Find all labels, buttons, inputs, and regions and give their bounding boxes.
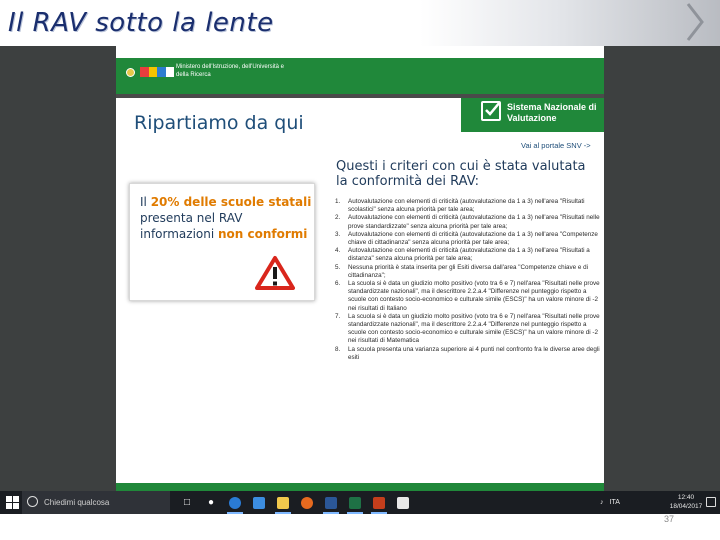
ministry-name: Ministero dell'Istruzione, dell'Università e della Ricerca [176,64,285,78]
ministry-logos [126,67,174,77]
republic-emblem-icon [126,68,135,77]
list-item [335,280,601,313]
warning-highlight: non conformi [218,227,308,241]
firefox-icon[interactable] [296,491,318,514]
list-item [335,231,601,247]
list-item-number: 2. [335,214,341,222]
warning-text [140,194,312,242]
warning-text-part: Il [140,195,151,209]
slide-page-number: 37 [664,514,675,524]
ministry-header-bar [116,58,604,94]
criteria-list [335,198,601,362]
list-item-number: 8. [335,345,341,353]
word-icon[interactable] [320,491,342,514]
list-item-text: Nessuna priorità è stata inserita per gli Esiti diversa dall'area "Competenze chiave e di cittadinanza"; [348,263,589,279]
list-item-number: 7. [335,312,341,320]
chevron-right-icon [684,2,706,42]
taskbar-clock[interactable] [666,493,706,511]
notification-center-icon[interactable] [706,497,716,507]
list-item-number: 1. [335,198,341,205]
list-item [335,313,601,346]
warning-highlight: 20% delle scuole statali [150,195,312,209]
list-item [335,198,601,214]
store-icon[interactable] [248,491,270,514]
cortana-circle-icon [27,496,38,507]
snv-logo[interactable] [461,98,604,132]
language-indicator[interactable]: ITA [609,499,620,506]
taskbar-apps [176,491,414,514]
web-page [116,46,604,491]
list-item-text: Autovalutazione con elementi di criticità (autovalutazione da 1 a 3) nell'area "Risultati a distanza" senza alcuna priorità per tale area; [348,247,590,263]
slide-title: Il RAV sotto la lente [8,8,274,38]
list-item-text: La scuola presenta una varianza superiore ai 4 punti nel confronto fra le diverse aree degli esiti [348,345,600,361]
list-item [335,214,601,230]
clock-date: 18/04/2017 [669,503,703,510]
warning-card [129,183,315,301]
criteria-title: Questi i criteri con cui è stata valutata la conformità dei RAV: [336,159,586,189]
snv-logo-text: Sistema Nazionale di Valutazione [507,102,597,123]
pon-logo-icon [140,67,174,77]
list-item [335,346,601,362]
list-item-text: La scuola si è data un giudizio molto positivo (voto tra 6 e 7) nell'area "Risultati nelle prove standardizzate nazionali", ma il descrittore 2.2.a.4 "Differenze nel punteggio rispetto a scuole con contesto socio-economico e culturale simile (ESCS)" ha un valore minore di -2 nei risultati di Italiano [348,280,600,312]
list-item [335,264,601,280]
volume-icon[interactable]: ♪ [600,499,604,506]
windows-start-icon[interactable] [6,496,19,509]
page-heading: Ripartiamo da qui [134,112,304,134]
powerpoint-icon[interactable] [368,491,390,514]
header-decoration [420,0,720,46]
checkbox-logo-icon [481,101,501,121]
edge-browser-icon[interactable] [224,491,246,514]
list-item-number: 4. [335,247,341,255]
list-item [335,247,601,263]
list-item-number: 5. [335,263,341,271]
warning-text-part: presenta nel RAV informazioni [140,211,243,241]
list-item-text: Autovalutazione con elementi di criticità (autovalutazione da 1 a 3) nell'area "Risultati scolastici" senza alcuna priorità per tale area; [348,198,585,214]
list-item-text: Autovalutazione con elementi di criticità (autovalutazione da 1 a 3) nell'area "Competenze chiave di cittadinanza" senza alcuna priorità per tale area; [348,230,598,247]
search-placeholder: Chiedimi qualcosa [44,498,110,507]
taskbar [0,491,720,514]
people-icon[interactable]: ● [207,497,215,508]
list-item-text: Autovalutazione con elementi di criticità (autovalutazione da 1 a 3) nell'area "Risultati nelle prove standardizzate" senza alcuna priorità per tale area; [348,214,600,230]
list-item-number: 3. [335,230,341,238]
taskbar-search-box[interactable] [22,491,170,514]
footer-bar [116,483,604,491]
excel-icon[interactable] [344,491,366,514]
file-explorer-icon[interactable] [272,491,294,514]
system-tray [600,491,620,514]
warning-triangle-icon [255,255,295,291]
task-view-icon[interactable]: □ [183,497,191,508]
snv-portal-link[interactable]: Vai al portale SNV -> [521,141,591,150]
chart-app-icon[interactable] [392,491,414,514]
list-item-number: 6. [335,280,341,288]
list-item-text: La scuola si è data un giudizio molto positivo (voto tra 6 e 7) nell'area "Risultati nelle prove standardizzate nazionali", ma il descrittore 2.2.a.4 "Differenze nel punteggio rispetto a scuole con contesto socio-economico e culturale simile (ESCS)" ha un valore minore di -2 nei risultati di Matematica [348,312,600,345]
clock-time: 12:40 [677,494,695,501]
